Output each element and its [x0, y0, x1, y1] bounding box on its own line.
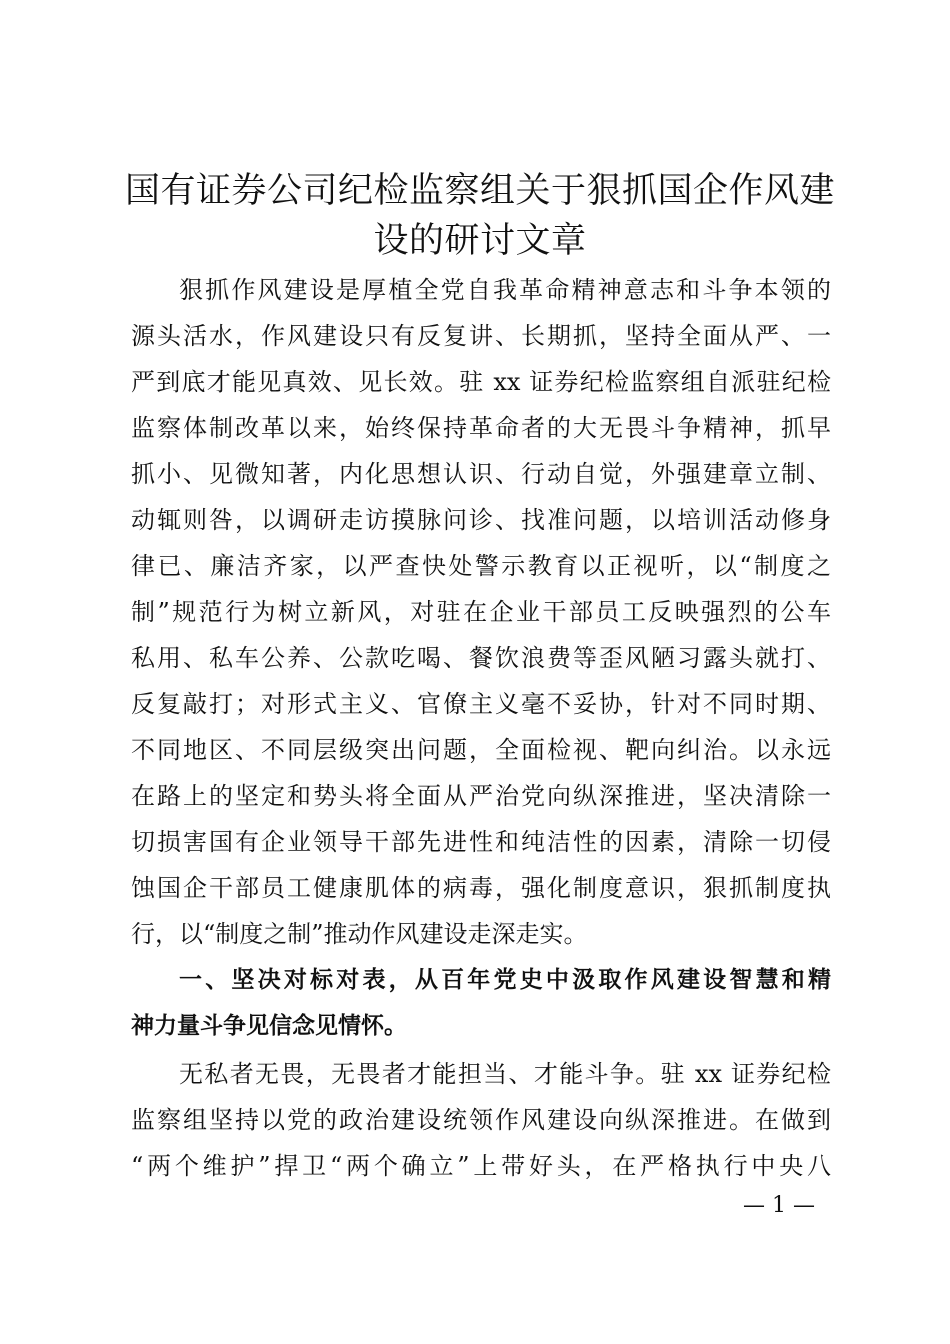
- paragraph-line: 监察体制改革以来，始终保持革命者的大无畏斗争精神，抓早: [131, 414, 831, 442]
- heading-line: 神力量斗争见信念见情怀。: [131, 1013, 407, 1039]
- paragraph-line: 无私者无畏，无畏者才能担当、才能斗争。驻 xx 证券纪检: [179, 1060, 831, 1088]
- paragraph-line: 在路上的坚定和势头将全面从严治党向纵深推进，坚决清除一: [131, 782, 831, 810]
- paragraph-line: 严到底才能见真效、见长效。驻 xx 证券纪检监察组自派驻纪检: [131, 368, 831, 396]
- paragraph-line: 动辄则咎，以调研走访摸脉问诊、找准问题，以培训活动修身: [131, 506, 831, 534]
- paragraph-line: 行，以“制度之制”推动作风建设走深走实。: [131, 920, 588, 948]
- paragraph-line: “两个维护”捍卫“两个确立”上带好头，在严格执行中央八: [131, 1152, 831, 1180]
- paragraph-line: 私用、私车公养、公款吃喝、餐饮浪费等歪风陋习露头就打、: [131, 644, 831, 672]
- page-number: — 1 —: [743, 1193, 815, 1218]
- section-heading-1: [131, 957, 831, 1049]
- paragraph-line: 狠抓作风建设是厚植全党自我革命精神意志和斗争本领的: [179, 276, 831, 304]
- paragraph-line: 监察组坚持以党的政治建设统领作风建设向纵深推进。在做到: [131, 1106, 831, 1134]
- paragraph-intro: [131, 267, 831, 957]
- paragraph-line: 源头活水，作风建设只有反复讲、长期抓，坚持全面从严、一: [131, 322, 831, 350]
- paragraph-line: 抓小、见微知著，内化思想认识、行动自觉，外强建章立制、: [131, 460, 831, 488]
- paragraph-line: 切损害国有企业领导干部先进性和纯洁性的因素，清除一切侵: [131, 828, 831, 856]
- paragraph-line: 律已、廉洁齐家，以严查快处警示教育以正视听，以“制度之: [131, 552, 831, 580]
- document-title: [120, 166, 840, 266]
- paragraph-line: 反复敲打；对形式主义、官僚主义毫不妥协，针对不同时期、: [131, 690, 831, 718]
- paragraph-section-1: [131, 1051, 831, 1189]
- title-line: 国有证券公司纪检监察组关于狠抓国企作风建: [124, 171, 835, 211]
- paragraph-line: 不同地区、不同层级突出问题，全面检视、靶向纠治。以永远: [131, 736, 831, 764]
- title-line: 设的研讨文章: [373, 221, 587, 261]
- paragraph-line: 蚀国企干部员工健康肌体的病毒，强化制度意识，狠抓制度执: [131, 874, 831, 902]
- paragraph-line: 制”规范行为树立新风，对驻在企业干部员工反映强烈的公车: [131, 598, 831, 626]
- heading-line: 一、坚决对标对表，从百年党史中汲取作风建设智慧和精: [179, 967, 831, 993]
